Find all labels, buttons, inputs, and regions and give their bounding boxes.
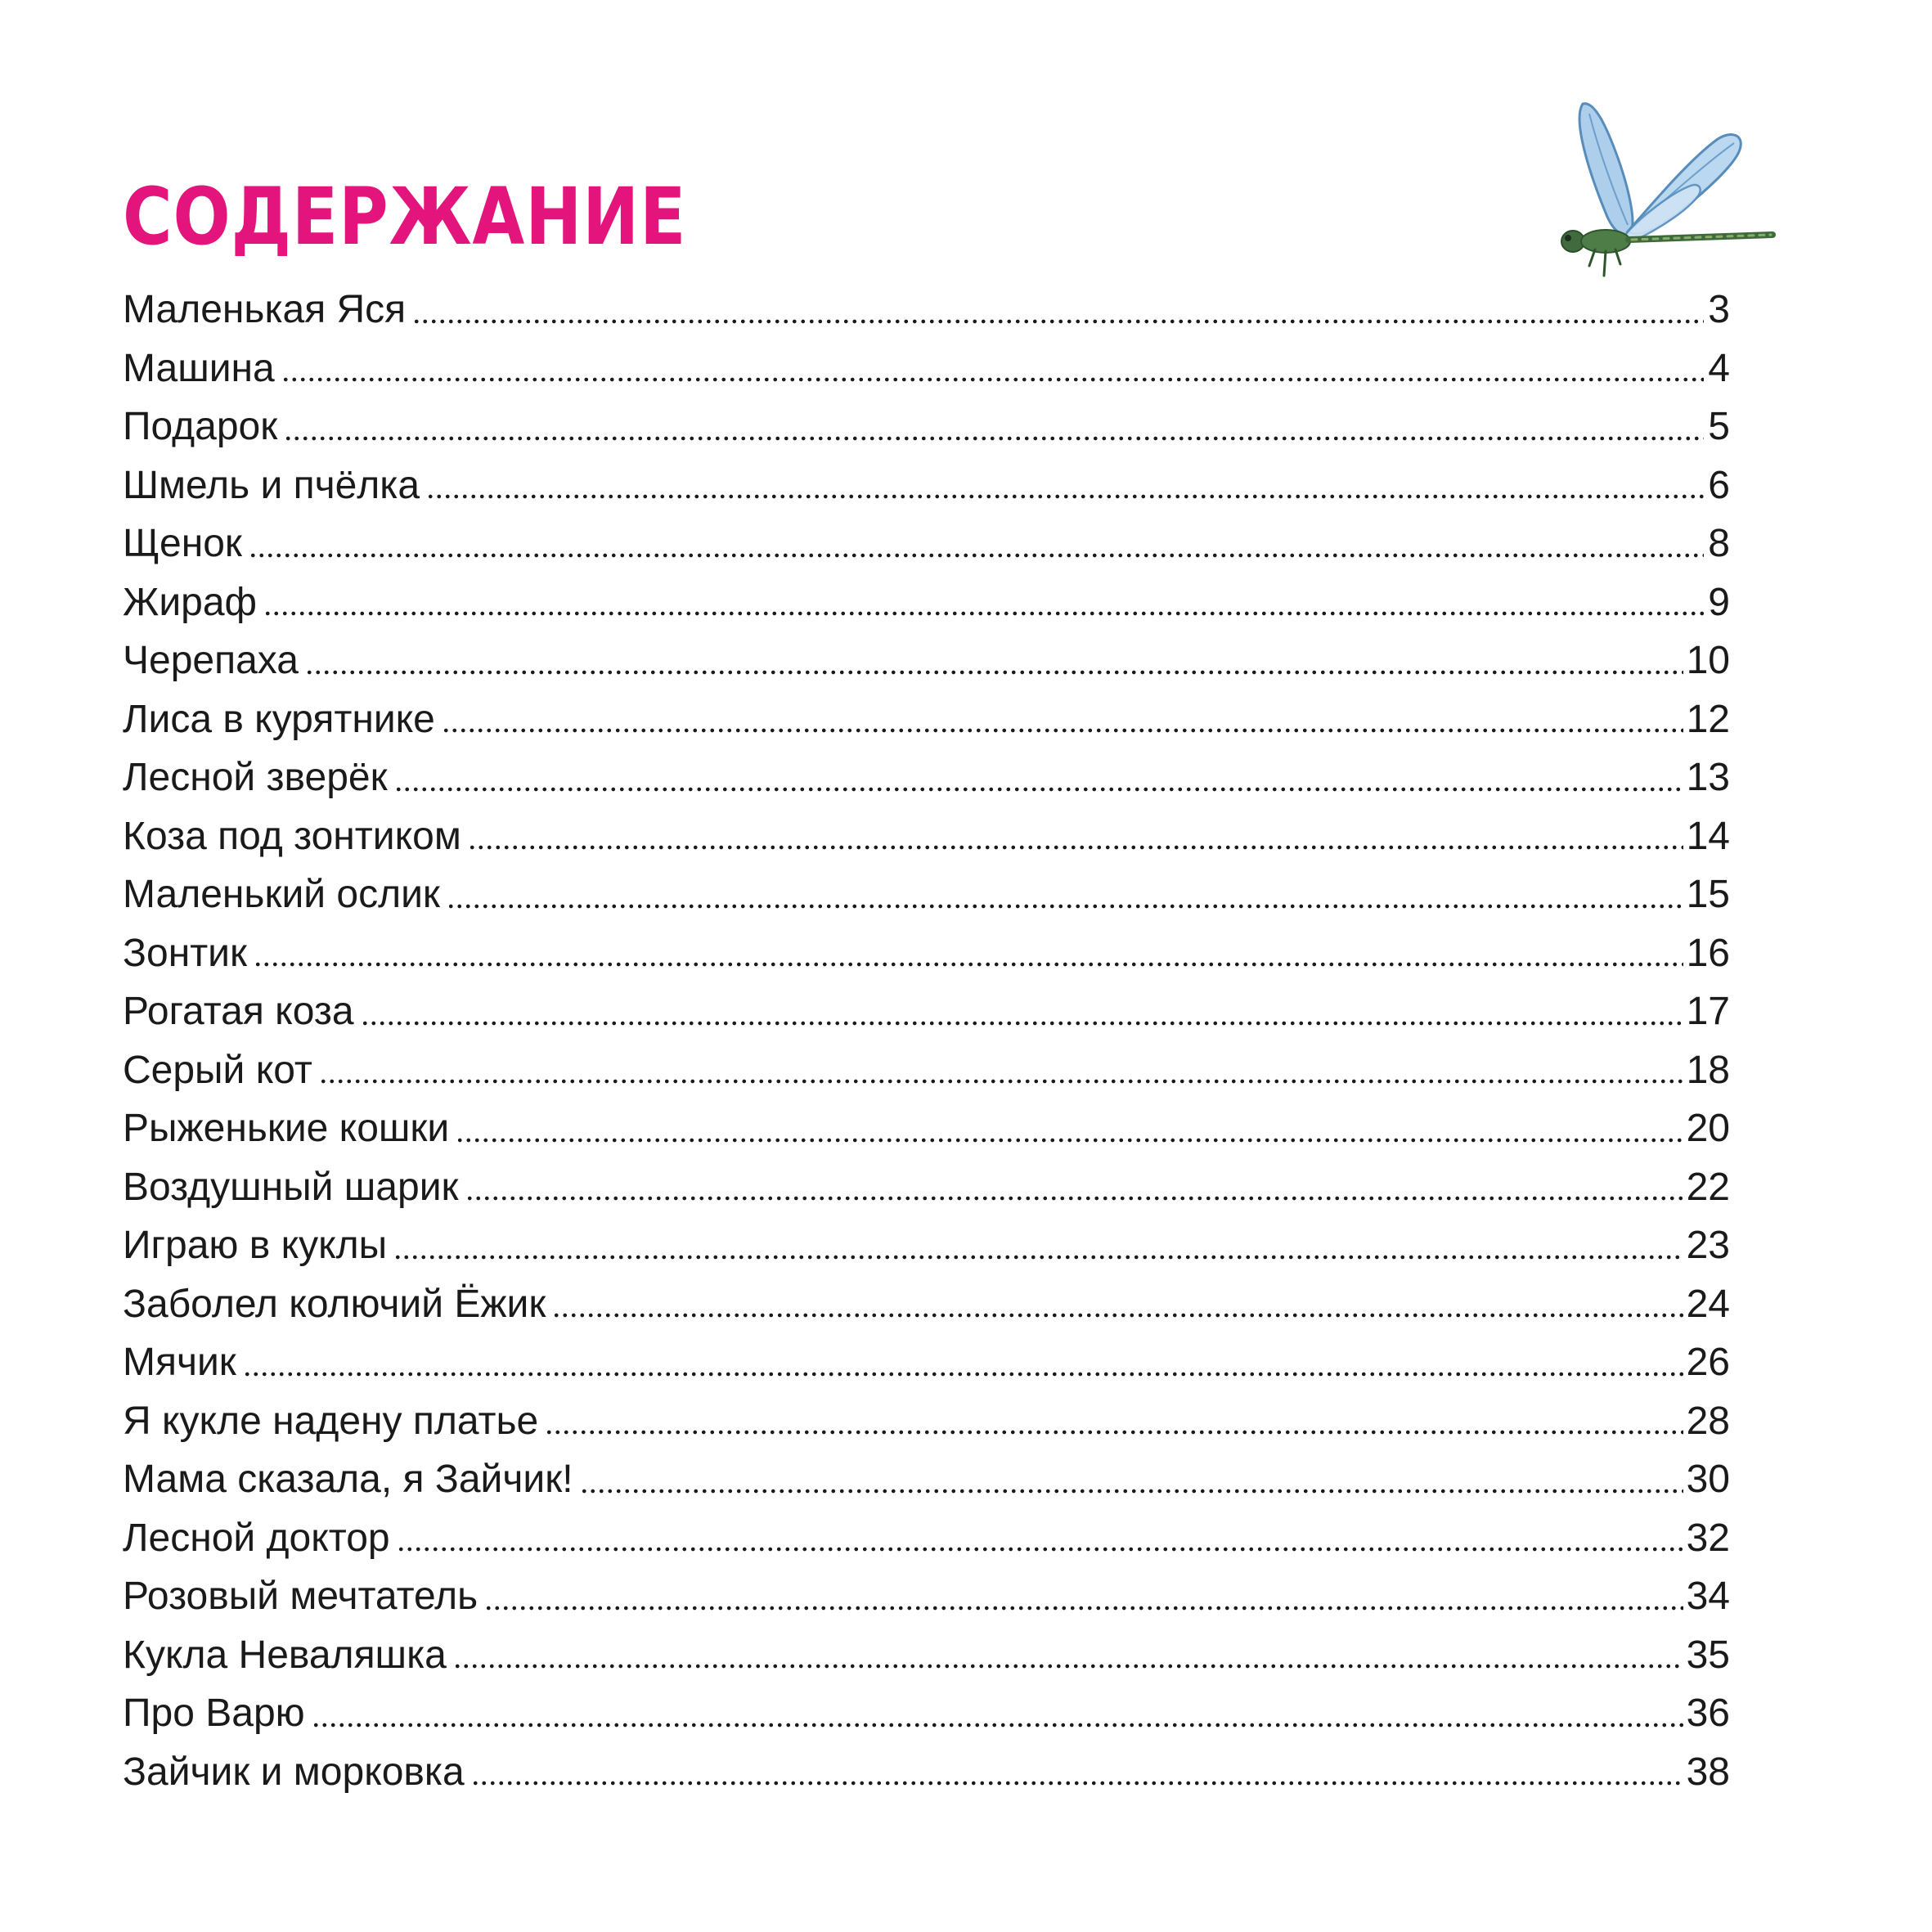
toc-entry[interactable] bbox=[123, 456, 1730, 515]
toc-entry-title: Зайчик и морковка bbox=[123, 1750, 465, 1794]
toc-entry[interactable] bbox=[123, 1275, 1730, 1334]
dot-leader bbox=[545, 1428, 1683, 1436]
toc-entry-title: Мячик bbox=[123, 1341, 236, 1384]
toc-entry-page: 22 bbox=[1686, 1165, 1730, 1209]
toc-entry-title: Подарок bbox=[123, 405, 278, 448]
toc-entry-title: Играю в куклы bbox=[123, 1224, 388, 1267]
toc-entry-page: 5 bbox=[1708, 405, 1730, 448]
toc-entry-page: 4 bbox=[1708, 346, 1730, 390]
toc-entry-page: 36 bbox=[1686, 1692, 1730, 1735]
toc-entry-title: Розовый мечтатель bbox=[123, 1575, 479, 1618]
toc-entry[interactable] bbox=[123, 631, 1730, 690]
toc-entry-title: Коза под зонтиком bbox=[123, 814, 461, 858]
toc-entry[interactable] bbox=[123, 1626, 1730, 1685]
toc-entry-page: 6 bbox=[1708, 463, 1730, 507]
toc-entry[interactable] bbox=[123, 690, 1730, 749]
dot-leader bbox=[426, 492, 1704, 501]
dot-leader bbox=[465, 1194, 1683, 1202]
dot-leader bbox=[312, 1721, 1683, 1729]
toc-entry[interactable] bbox=[123, 573, 1730, 632]
toc-entry[interactable] bbox=[123, 1216, 1730, 1275]
toc-entry-page: 9 bbox=[1708, 580, 1730, 624]
dot-leader bbox=[412, 317, 1704, 326]
toc-entry-page: 35 bbox=[1686, 1633, 1730, 1677]
toc-entry-title: Маленький ослик bbox=[123, 873, 440, 916]
toc-entry-page: 3 bbox=[1708, 288, 1730, 331]
toc-entry-page: 26 bbox=[1686, 1341, 1730, 1384]
toc-entry[interactable] bbox=[123, 1158, 1730, 1217]
toc-entry-title: Зонтик bbox=[123, 931, 247, 975]
dot-leader bbox=[361, 1019, 1683, 1027]
toc-entry-title: Про Варю bbox=[123, 1692, 305, 1735]
toc-entry-page: 14 bbox=[1686, 814, 1730, 858]
toc-entry-page: 24 bbox=[1686, 1282, 1730, 1326]
toc-entry-title: Машина bbox=[123, 346, 275, 390]
toc-entry-title: Серый кот bbox=[123, 1048, 312, 1092]
toc-entry-page: 34 bbox=[1686, 1575, 1730, 1618]
toc-entry[interactable] bbox=[123, 1743, 1730, 1802]
dot-leader bbox=[243, 1370, 1683, 1378]
toc-entry-title: Я кукле надену платье bbox=[123, 1399, 539, 1443]
toc-entry[interactable] bbox=[123, 748, 1730, 807]
toc-entry[interactable] bbox=[123, 339, 1730, 398]
toc-entry-page: 18 bbox=[1686, 1048, 1730, 1092]
toc-entry-page: 16 bbox=[1686, 931, 1730, 975]
toc-entry-title: Заболел колючий Ёжик bbox=[123, 1282, 546, 1326]
dot-leader bbox=[484, 1604, 1683, 1612]
dot-leader bbox=[447, 902, 1683, 910]
dot-leader bbox=[393, 1253, 1683, 1261]
toc-entry-title: Мама сказала, я Зайчик! bbox=[123, 1458, 573, 1501]
toc-entry-title: Маленькая Яся bbox=[123, 288, 407, 331]
table-of-contents bbox=[123, 281, 1730, 1801]
toc-entry-title: Рогатая коза bbox=[123, 990, 354, 1033]
toc-entry-page: 30 bbox=[1686, 1458, 1730, 1501]
toc-entry[interactable] bbox=[123, 1392, 1730, 1451]
dot-leader bbox=[305, 668, 1683, 676]
dot-leader bbox=[249, 551, 1704, 559]
toc-entry-title: Лесной зверёк bbox=[123, 756, 388, 799]
dot-leader bbox=[552, 1311, 1683, 1319]
toc-entry[interactable] bbox=[123, 807, 1730, 866]
toc-entry[interactable] bbox=[123, 1509, 1730, 1568]
toc-entry-page: 20 bbox=[1686, 1107, 1730, 1150]
dot-leader bbox=[456, 1136, 1683, 1144]
toc-entry-page: 32 bbox=[1686, 1516, 1730, 1560]
toc-entry[interactable] bbox=[123, 924, 1730, 983]
toc-entry-title: Лесной доктор bbox=[123, 1516, 390, 1560]
dot-leader bbox=[453, 1662, 1683, 1670]
toc-entry[interactable] bbox=[123, 398, 1730, 456]
dot-leader bbox=[471, 1779, 1683, 1787]
toc-entry-page: 17 bbox=[1686, 990, 1730, 1033]
toc-entry[interactable] bbox=[123, 982, 1730, 1041]
toc-entry[interactable] bbox=[123, 1684, 1730, 1743]
dot-leader bbox=[468, 843, 1683, 851]
toc-entry-title: Жираф bbox=[123, 580, 258, 624]
toc-entry[interactable] bbox=[123, 281, 1730, 339]
toc-entry[interactable] bbox=[123, 1333, 1730, 1392]
toc-entry[interactable] bbox=[123, 514, 1730, 573]
toc-entry-page: 12 bbox=[1686, 697, 1730, 741]
dot-leader bbox=[580, 1487, 1683, 1495]
toc-entry[interactable] bbox=[123, 1041, 1730, 1100]
toc-entry-page: 38 bbox=[1686, 1750, 1730, 1794]
toc-entry-title: Лиса в курятнике bbox=[123, 697, 435, 741]
toc-entry-page: 15 bbox=[1686, 873, 1730, 916]
dot-leader bbox=[254, 960, 1683, 968]
toc-entry-title: Черепаха bbox=[123, 639, 299, 682]
page-title: СОДЕРЖАНИЕ bbox=[123, 171, 687, 263]
toc-entry-title: Щенок bbox=[123, 522, 242, 565]
toc-entry-page: 13 bbox=[1686, 756, 1730, 799]
toc-entry[interactable] bbox=[123, 1099, 1730, 1158]
dot-leader bbox=[397, 1545, 1683, 1553]
dot-leader bbox=[319, 1077, 1683, 1085]
dot-leader bbox=[281, 375, 1704, 384]
toc-entry-page: 23 bbox=[1686, 1224, 1730, 1267]
toc-entry[interactable] bbox=[123, 1567, 1730, 1626]
toc-entry-title: Воздушный шарик bbox=[123, 1165, 459, 1209]
toc-entry-title: Рыженькие кошки bbox=[123, 1107, 450, 1150]
dot-leader bbox=[263, 609, 1704, 618]
dot-leader bbox=[284, 434, 1704, 443]
toc-entry-page: 28 bbox=[1686, 1399, 1730, 1443]
toc-entry-page: 10 bbox=[1686, 639, 1730, 682]
toc-entry-page: 8 bbox=[1708, 522, 1730, 565]
dragonfly-icon bbox=[1550, 94, 1779, 290]
toc-entry[interactable] bbox=[123, 1450, 1730, 1509]
toc-entry-title: Шмель и пчёлка bbox=[123, 463, 420, 507]
dot-leader bbox=[394, 785, 1683, 793]
dot-leader bbox=[442, 726, 1683, 735]
toc-entry-title: Кукла Неваляшка bbox=[123, 1633, 447, 1677]
toc-entry[interactable] bbox=[123, 865, 1730, 924]
